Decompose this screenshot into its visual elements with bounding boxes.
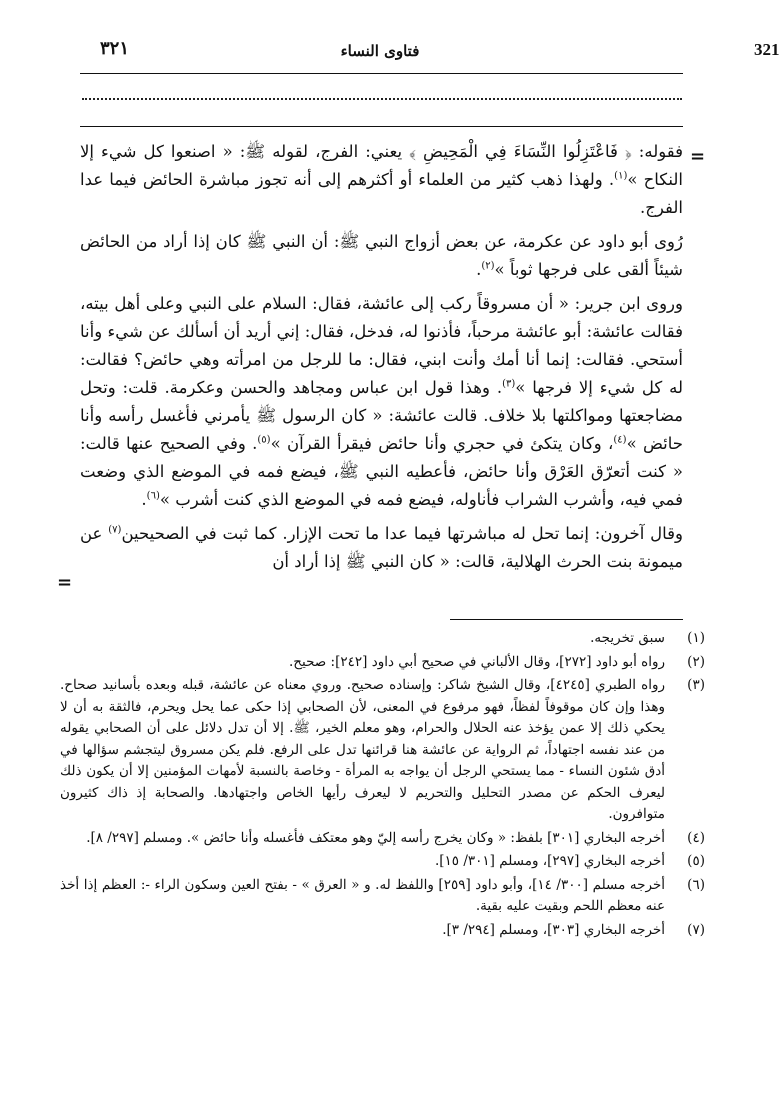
footnote-ref-3[interactable]: (٣) (502, 378, 516, 390)
footnote-text: رواه أبو داود [٢٧٢]، وقال الألباني في صحيح أبي داود [٢٤٢]: صحيح. (289, 653, 665, 670)
footnote-ref-5[interactable]: (٥) (257, 434, 271, 446)
footnote-ref-7[interactable]: (٧) (108, 524, 122, 536)
footnote-number: (٧) (687, 921, 705, 938)
paragraph-1-text: فقوله: ﴿ فَاعْتَزِلُوا النِّسَاءَ فِي الْمَحِيضِ ﴾ يعني: الفرج، لقوله ﷺ: « اصنعوا كل شيء إلا النكاح » (80, 142, 683, 189)
page-header (80, 38, 780, 72)
footnote-text: أخرجه البخاري [٣٠٣]، ومسلم [٢٩٤/ ٣]. (442, 921, 665, 938)
footnote-ref-4[interactable]: (٤) (613, 434, 627, 446)
footnote-text: أخرجه البخاري [٢٩٧]، ومسلم [٣٠١/ ١٥]. (434, 853, 665, 869)
header-rule (80, 73, 683, 74)
footnote-ref-1[interactable]: (١) (614, 170, 628, 182)
footnote-item (60, 875, 705, 918)
main-text (80, 138, 683, 582)
footnote-text: سبق تخريجه. (590, 630, 665, 646)
paragraph-3-tail: . وهذا قول ابن عباس ومجاهد والحسن وعكرمة. قلت: وتحل مضاجعتها ومواكلتها بلا خلاف. قالت عائشة: « كان الرسول ﷺ يأمرني فأغسل رأسه وأنا حائض » (80, 378, 683, 453)
footnote-item (60, 675, 705, 826)
footnote-rule (450, 619, 683, 620)
paragraph-4-text: وقال آخرون: إنما تحل له مباشرتها فيما عدا ما تحت الإزار. كما ثبت في الصحيحين (121, 524, 684, 543)
continuation-mark-top: = (690, 146, 706, 167)
footnote-number: (١) (687, 630, 705, 646)
footnote-item (60, 828, 705, 850)
paragraph-3-tail-2: ، وكان يتكئ في حجري وأنا حائض فيقرأ القرآن » (270, 434, 614, 453)
footnote-text: رواه الطبري [٤٢٤٥]، وقال الشيخ شاكر: وإسناده صحيح. وروي معناه عن عائشة، قبله وبعده بأسانيد صحاح. وهذا وإن كان موقوفاً لفظاً، فهو مرفوع في المعنى، لأن الصحابي إذا حكى عما يحل ويحرم، فالثقة به أن لا يحكي ذلك إلا عمن يؤخذ عنه الحلال والحرام، وهو معلم الخير، ﷺ. إلا أن تدل دلائل على أن الصحابي يقوله من عند نفسه اجتهاداً، ثم الرواية عن عائشة هنا قرائنها تدل على الرفع. فلم يكن مسروق ليتجشم سؤالها في أدق شئون النساء - مما يستحي الرجل أن يواجه به المرأة - وخاصة بالنسبة لأمهات المؤمنين إلا أن يكون ذلك ليعرف الحكم عن مصدر التحليل والتحريم لا ليعرف رأيها الخاص واجتهادها. والصحابة إذ ذاك كثيرون متوافرون. (60, 677, 665, 822)
paragraph-3-tail-3: . وفي الصحيح عنها قالت: « كنت أتعرّق العَرْق وأنا حائض، فأعطيه النبي ﷺ، فيضع فمه في الموضع الذي وضعت فمي فيه، وأشرب الشراب فأناوله، فيضع فمه في الموضع الذي كنت أشرب » (80, 434, 683, 509)
footnote-item (60, 628, 705, 650)
paragraph-3-text: وروى ابن جرير: « أن مسروقاً ركب إلى عائشة، فقال: السلام على النبي وعلى أهل بيته، فقالت عائشة: أبو عائشة مرحباً، فأذنوا له، فدخل، فقال: إني أريد أن أسألك عن شيء وأنا أستحي. فقالت: إنما أنا أمك وأنت ابني، فقال: ما للرجل من امرأته وهي حائض؟ فقالت: له كل شيء إلا فرجها » (80, 294, 683, 397)
footnote-ref-6[interactable]: (٦) (146, 490, 160, 502)
footnote-text: أخرجه مسلم [٣٠٠/ ١٤]، وأبو داود [٢٥٩] واللفظ له. و « العرق » - بفتح العين وسكون الراء -: العظم إذا أخذ عنه معظم اللحم وبقيت عليه بقية. (60, 876, 665, 914)
running-title: فتاوى النساء (340, 42, 420, 60)
footnote-item (60, 652, 705, 674)
paragraph-1-tail: . ولهذا ذهب كثير من العلماء أو أكثرهم إلى أنه تجوز مباشرة الحائض فيما عدا الفرج. (80, 170, 683, 217)
body-top-rule (80, 126, 683, 127)
paragraph-1 (80, 138, 683, 222)
page-number-arabic: ٣٢١ (100, 38, 130, 59)
footnote-number: (٥) (687, 853, 705, 869)
paragraph-4 (80, 520, 683, 576)
footnote-number: (٤) (687, 829, 705, 846)
continuation-mark-bottom: = (57, 572, 73, 593)
footnote-number: (٣) (687, 677, 705, 693)
paragraph-4-tail: عن ميمونة بنت الحرث الهلالية، قالت: « كان النبي ﷺ إذا أراد أن (80, 524, 683, 571)
footnote-item (60, 851, 705, 873)
footnote-text: أخرجه البخاري [٣٠١] بلفظ: « وكان يخرج رأسه إليّ وهو معتكف فأغسله وأنا حائض ». ومسلم [٢٩٧/ ٨]. (86, 829, 665, 846)
footnote-ref-2[interactable]: (٢) (481, 260, 495, 272)
footnote-number: (٢) (687, 653, 705, 670)
paragraph-2-text: رُوى أبو داود عن عكرمة، عن بعض أزواج النبي ﷺ: أن النبي ﷺ كان إذا أراد من الحائض شيئاً ألقى على فرجها ثوباً » (80, 232, 683, 279)
footnotes (60, 628, 705, 943)
footnote-number: (٦) (687, 876, 705, 893)
paragraph-2: رُوى أبو داود عن عكرمة، عن بعض أزواج النبي ﷺ: أن النبي ﷺ كان إذا أراد من الحائض شيئاً ألقى على فرجها ثوباً »$^{(٢)}$. (80, 232, 683, 279)
dotted-separator (82, 98, 682, 100)
page-number-latin: 321 (754, 40, 780, 59)
footnote-item (60, 920, 705, 942)
paragraph-3: وروى ابن جرير: « أن مسروقاً ركب إلى عائشة، فقال: السلام على النبي وعلى أهل بيته، فقالت عائشة: أبو عائشة مرحباً، فأذنوا له، فدخل، فقال: إني أريد أن أسألك عن شيء وأنا أستحي. فقالت: إنما أنا أمك وأنت ابني، فقال: ما للرجل من امرأته وهي حائض؟ فقالت: له كل شيء إلا فرجها »$^{(٣)}$. وهذا قول ابن عباس ومجاهد والحسن وعكرمة. قلت: وتحل مضاجعتها ومواكلتها بلا خلاف. قالت عائشة: « كان الرسول ﷺ يأمرني فأغسل رأسه وأنا حائض »$^{(٤)}$، وكان يتكئ في حجري وأنا حائض فيقرأ القرآن »$^{(٥)}$. وفي الصحيح عنها قالت: « كنت أتعرّق العَرْق وأنا حائض، فأعطيه النبي ﷺ، فيضع فمه في الموضع الذي وضعت فمي فيه، وأشرب الشراب فأناوله، فيضع فمه في الموضع الذي كنت أشرب »$^{(٦)}$. (80, 294, 683, 509)
